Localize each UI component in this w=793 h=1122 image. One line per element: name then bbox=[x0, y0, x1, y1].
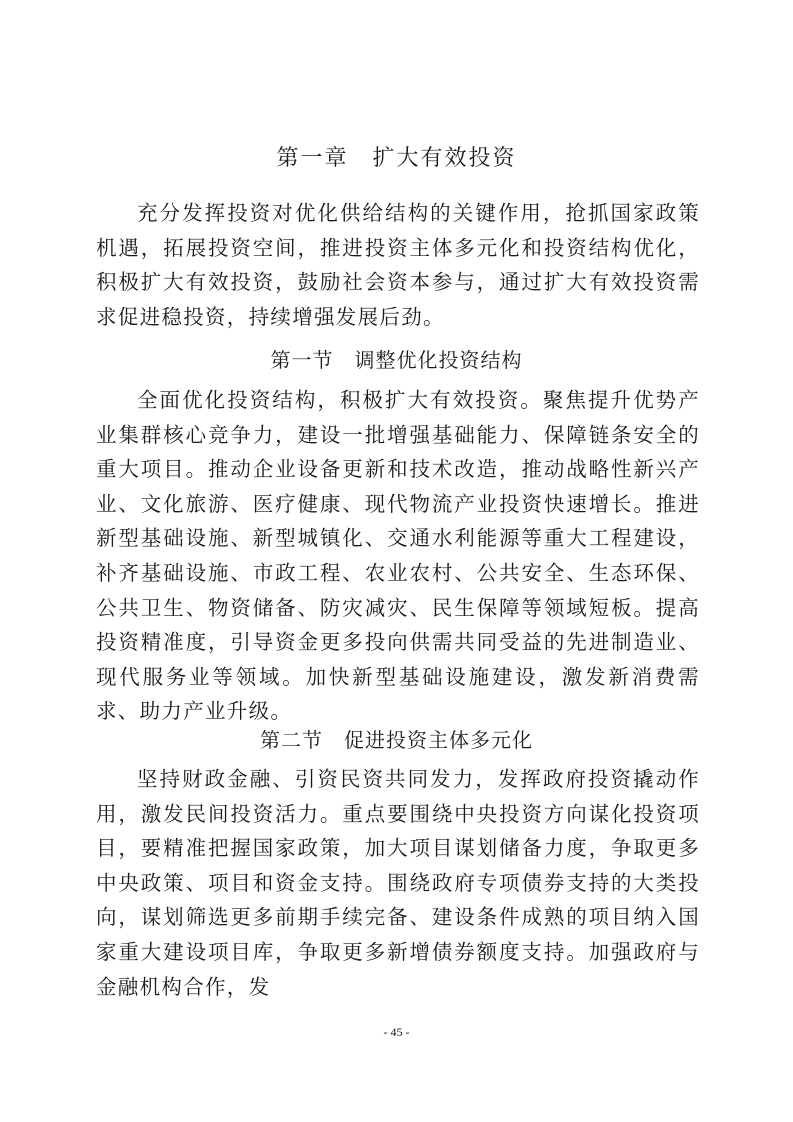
section-1-paragraph: 全面优化投资结构，积极扩大有效投资。聚焦提升优势产业集群核心竞争力，建设一批增强基础能力、保障链条安全的重大项目。推动企业设备更新和技术改造，推动战略性新兴产业、文化旅游、医疗健康、现代物流产业投资快速增长。推进新型基础设施、新型城镇化、交通水利能源等重大工程建设，补齐基础设施、市政工程、农业农村、公共安全、生态环保、公共卫生、物资储备、防灾减灾、民生保障等领域短板。提高投资精准度，引导资金更多投向供需共同受益的先进制造业、现代服务业等领域。加快新型基础设施建设，激发新消费需求、助力产业升级。 bbox=[96, 388, 700, 724]
section-title-2: 第二节 促进投资主体多元化 bbox=[260, 728, 533, 752]
intro-paragraph: 充分发挥投资对优化供给结构的关键作用，抢抓国家政策机遇，拓展投资空间，推进投资主体多元化和投资结构优化，积极扩大有效投资，鼓励社会资本参与，通过扩大有效投资需求促进稳投资，持续增强发展后劲。 bbox=[96, 201, 700, 329]
section-2-paragraph: 坚持财政金融、引资民资共同发力，发挥政府投资撬动作用，激发民间投资活力。重点要围绕中央投资方向谋化投资项目，要精准把握国家政策，加大项目谋划储备力度，争取更多中央政策、项目和资金支持。围绕政府专项债券支持的大类投向，谋划筛选更多前期手续完备、建设条件成熟的项目纳入国家重大建设项目库，争取更多新增债券额度支持。加强政府与金融机构合作，发 bbox=[96, 767, 700, 999]
page-number: - 45 - bbox=[383, 1025, 410, 1039]
section-title-1: 第一节 调整优化投资结构 bbox=[270, 348, 523, 372]
chapter-title: 第一章 扩大有效投资 bbox=[276, 146, 517, 171]
